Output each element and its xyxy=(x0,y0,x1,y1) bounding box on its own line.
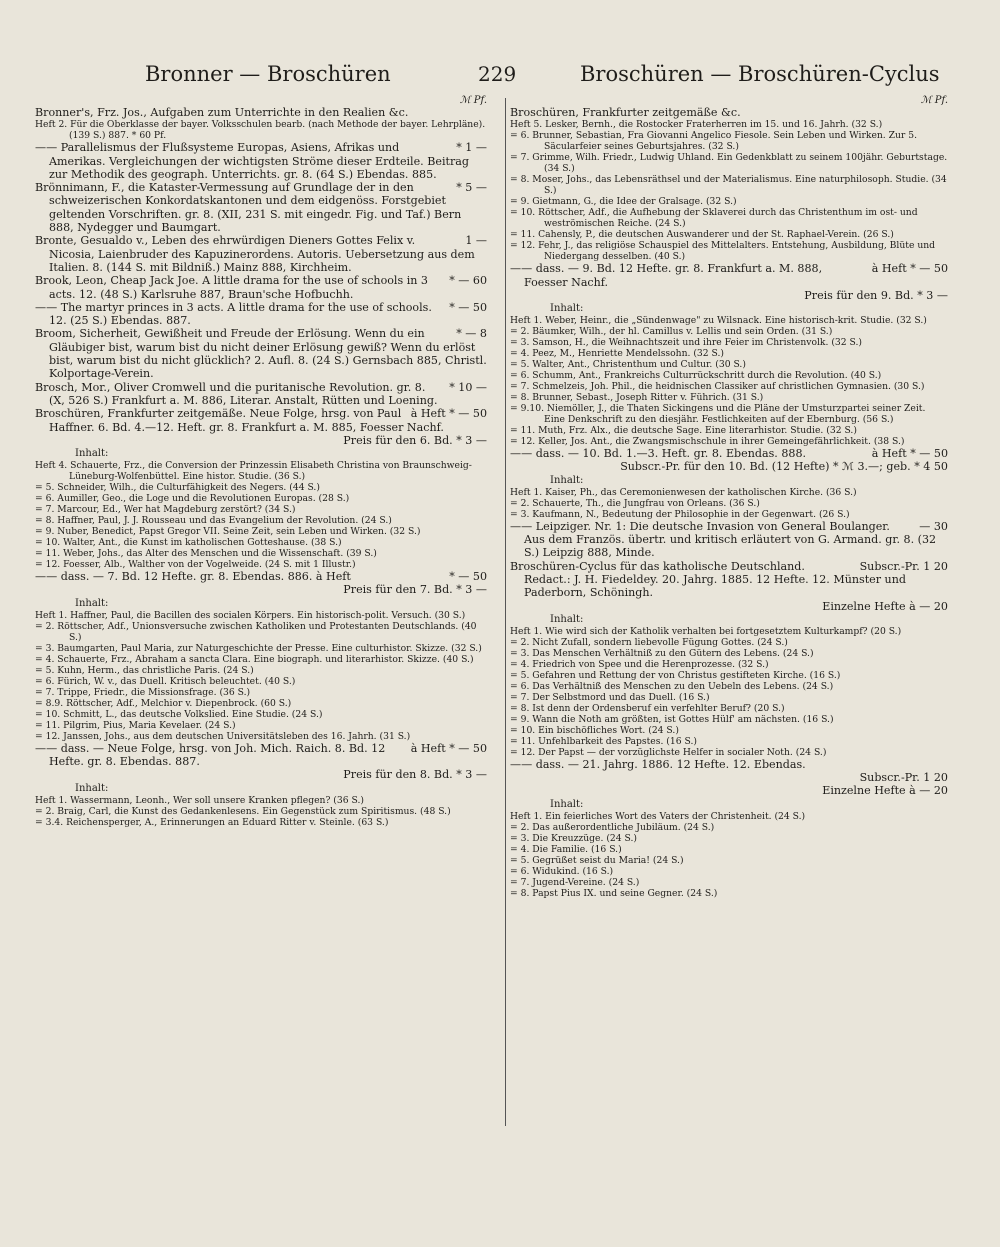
contents-item-text: = 5. Kuhn, Herm., das christliche Paris. (24 S.) xyxy=(35,664,254,676)
contents-item-text: = 12. Foesser, Alb., Walther von der Vogelweide. (24 S. mit 1 Illustr.) xyxy=(35,559,356,571)
contents-item-text: = 6. Widukind. (16 S.) xyxy=(510,865,614,877)
entry-text: —— Leipziger. Nr. 1: Die deutsche Invasion von General Boulanger. Aus dem Französ. übertr. und kritisch erläutert von G. Armand. gr. 8. (32 S.) Leipzig 888, Minde. xyxy=(510,519,937,560)
entry-text: Broom, Sicherheit, Gewißheit und Freude der Erlösung. Wenn du ein Gläubiger bist, warum bist du nicht deiner Erlösung gewiß? Wenn du erlöst bist, warum bist du nicht glücklich? 2. Aufl. 8. (24 S.) Gernsbach 885, Christl. Kolportage-Verein. xyxy=(35,327,487,381)
contents-item xyxy=(35,643,487,654)
contents-item-text: = 12. Der Papst — der vorzüglichste Helfer in socialer Noth. (24 S.) xyxy=(510,746,827,758)
contents-item xyxy=(35,795,487,806)
contents-item-text: = 6. Brunner, Sebastian, Fra Giovanni Angelico Fiesole. Sein Leben und Wirken. Zur 5. Säcularfeier seines Geburtsjahres. (32 S.) xyxy=(510,130,918,153)
currency-label: ℳ Pf. xyxy=(459,95,487,106)
catalog-entry xyxy=(510,447,948,460)
entry-text: Broschüren-Cyclus für das katholische Deutschland. Redact.: J. H. Fiedeldey. 20. Jahrg. 1885. 12 Hefte. 12. Münster und Paderborn, Schöningh. xyxy=(510,559,906,600)
contents-item-text: = 8. Haffner, Paul, J. J. Rousseau und das Evangelium der Revolution. (24 S.) xyxy=(35,515,392,527)
entry-price: * — 8 xyxy=(456,327,487,341)
contents-item xyxy=(510,130,948,152)
contents-item xyxy=(35,654,487,665)
contents-item-text: = 8. Ist denn der Ordensberuf ein verfehlter Beruf? (20 S.) xyxy=(510,702,785,714)
contents-item-text: = 7. Trippe, Friedr., die Missionsfrage. (36 S.) xyxy=(35,686,251,698)
contents-item xyxy=(510,509,948,520)
contents-item-text: Heft 1. Kaiser, Ph., das Ceremonienwesen der katholischen Kirche. (36 S.) xyxy=(510,486,857,498)
contents-item-text: = 11. Pilgrim, Pius, Maria Kevelaer. (24 S.) xyxy=(35,719,236,731)
contents-item-text: Heft 1. Wie wird sich der Katholik verhalten bei fortgesetztem Kulturkampf? (20 S.) xyxy=(510,625,902,637)
contents-item-text: = 2. Bäumker, Wilh., der hl. Camillus v. Lellis und sein Orden. (31 S.) xyxy=(510,326,833,338)
contents-item-text: Heft 1. Haffner, Paul, die Bacillen des socialen Körpers. Ein historisch-polit. Versuch. (30 S.) xyxy=(35,609,466,621)
contents-item xyxy=(35,504,487,515)
contents-item-text: = 11. Weber, Johs., das Alter des Menschen und die Wissenschaft. (39 S.) xyxy=(35,548,377,560)
entry-price: à Heft * — 50 xyxy=(410,407,487,421)
contents-item-text: = 4. Friedrich von Spee und die Herenprozesse. (32 S.) xyxy=(510,658,769,670)
contents-item xyxy=(510,436,948,447)
entry-price: à Heft * — 50 xyxy=(871,262,948,276)
entry-price: * 5 — xyxy=(456,181,487,195)
contents-item xyxy=(35,537,487,548)
contents-item xyxy=(510,681,948,692)
contents-item-text: = 8. Brunner, Sebast., Joseph Ritter v. Führich. (31 S.) xyxy=(510,392,764,404)
contents-item-text: = 7. Marcour, Ed., Wer hat Magdeburg zerstört? (34 S.) xyxy=(35,504,296,516)
contents-item-text: = 5. Walter, Ant., Christenthum und Cultur. (30 S.) xyxy=(510,359,746,371)
contents-item xyxy=(510,337,948,348)
contents-heading: Inhalt: xyxy=(550,474,584,486)
entry-text: Broschüren, Frankfurter zeitgemäße &c. xyxy=(510,106,741,119)
entry-text: Bronner's, Frz. Jos., Aufgaben zum Unterrichte in den Realien &c. xyxy=(35,106,409,119)
contents-item-text: = 3. Das Menschen Verhältniß zu den Gütern des Lebens. (24 S.) xyxy=(510,647,814,659)
contents-item-text: = 9. Wann die Noth am größten, ist Gottes Hülf' am nächsten. (16 S.) xyxy=(510,713,834,725)
contents-item xyxy=(35,610,487,621)
price-line: Einzelne Hefte à — 20 xyxy=(822,599,948,613)
contents-item xyxy=(510,844,948,855)
contents-item xyxy=(510,240,948,262)
column-divider xyxy=(505,98,506,1126)
contents-item xyxy=(510,207,948,229)
price-line: Preis für den 6. Bd. * 3 — xyxy=(343,433,487,447)
contents-item xyxy=(510,822,948,833)
contents-item xyxy=(510,637,948,648)
price-line: Subscr.-Pr. für den 10. Bd. (12 Hefte) * ℳ 3.—; geb. * 4 50 xyxy=(620,460,948,474)
contents-item-text: = 6. Aumiller, Geo., die Loge und die Revolutionen Europas. (28 S.) xyxy=(35,493,350,505)
contents-item-text: = 11. Cahensly, P., die deutschen Auswanderer und der St. Raphael-Verein. (26 S.) xyxy=(510,229,894,241)
contents-item xyxy=(35,687,487,698)
catalog-entry xyxy=(35,407,487,434)
contents-heading: Inhalt: xyxy=(75,597,109,609)
contents-heading: Inhalt: xyxy=(75,782,109,794)
contents-item-text: = 4. Peez, M., Henriette Mendelssohn. (32 S.) xyxy=(510,348,724,360)
contents-item-text: = 7. Schmelzeis, Joh. Phil., die heidnischen Classiker auf christlichen Gymnasien. (30 S.) xyxy=(510,381,925,393)
contents-item xyxy=(35,806,487,817)
entry-text: —— dass. — 10. Bd. 1.—3. Heft. gr. 8. Ebendas. 888. xyxy=(510,447,807,461)
contents-item xyxy=(510,659,948,670)
contents-item xyxy=(510,866,948,877)
price-line: Preis für den 8. Bd. * 3 — xyxy=(343,768,487,782)
entry-price: * — 50 xyxy=(449,300,487,314)
entry-text: Brook, Leon, Cheap Jack Joe. A little drama for the use of schools in 3 acts. 12. (48 S.) Karlsruhe 887, Braun'sche Hofbuchh. xyxy=(35,274,428,301)
contents-item xyxy=(35,709,487,720)
contents-item xyxy=(510,229,948,240)
contents-item xyxy=(35,731,487,742)
contents-item-text: = 8. Papst Pius IX. und seine Gegner. (24 S.) xyxy=(510,887,718,899)
contents-item xyxy=(510,326,948,337)
entry-price: à Heft * — 50 xyxy=(871,447,948,461)
contents-item-text: = 10. Walter, Ant., die Kunst im katholischen Gotteshause. (38 S.) xyxy=(35,537,342,549)
contents-item xyxy=(35,817,487,828)
contents-heading: Inhalt: xyxy=(75,448,109,460)
contents-item xyxy=(510,348,948,359)
contents-item xyxy=(510,196,948,207)
contents-item xyxy=(510,833,948,844)
contents-item-text: = 5. Schneider, Wilh., die Culturfähigkeit des Negers. (44 S.) xyxy=(35,482,320,494)
catalog-entry xyxy=(510,262,948,289)
catalog-entry xyxy=(510,560,948,600)
catalog-entry xyxy=(35,381,487,408)
contents-item-text: = 3. Samson, H., die Weihnachtszeit und ihre Feier im Christenvolk. (32 S.) xyxy=(510,337,863,349)
contents-item-text: = 9.10. Niemöller, J., die Thaten Sickingens und die Pläne der Umsturzpartei seiner Zeit. Eine Denkschrift zu den diesjähr. Festlichkeiten auf der Ebernburg. (56 S.) xyxy=(510,403,926,426)
entry-price: Subscr.-Pr. 1 20 xyxy=(859,559,948,573)
price-line: Preis für den 7. Bd. * 3 — xyxy=(343,583,487,597)
contents-item xyxy=(510,877,948,888)
contents-item-text: = 10. Ein bischöfliches Wort. (24 S.) xyxy=(510,724,679,736)
entry-text: —— dass. — 9. Bd. 12 Hefte. gr. 8. Frankfurt a. M. 888, Foesser Nachf. xyxy=(510,262,823,289)
contents-item-text: Heft 2. Für die Oberklasse der bayer. Volksschulen bearb. (nach Methode der bayer. Lehrpläne). (139 S.) 887. * 60 Pf. xyxy=(35,119,486,142)
catalog-entry xyxy=(510,758,948,771)
entry-price: * 10 — xyxy=(449,380,487,394)
contents-item-text: = 12. Janssen, Johs., aus dem deutschen Universitätsleben des 16. Jahrh. (31 S.) xyxy=(35,730,411,742)
contents-item xyxy=(35,548,487,559)
contents-item xyxy=(510,714,948,725)
entry-price: — 30 xyxy=(919,519,948,533)
contents-item-text: = 4. Die Familie. (16 S.) xyxy=(510,843,622,855)
contents-item xyxy=(35,720,487,731)
catalog-entry xyxy=(35,181,487,234)
contents-item xyxy=(510,119,948,130)
contents-item xyxy=(510,626,948,637)
entry-text: —— dass. — 7. Bd. 12 Hefte. gr. 8. Ebendas. 886. à Heft xyxy=(35,570,351,584)
entry-text: —— dass. — 21. Jahrg. 1886. 12 Hefte. 12. Ebendas. xyxy=(510,757,806,771)
catalog-entry xyxy=(510,106,948,119)
catalog-entry xyxy=(35,274,487,301)
contents-item-text: = 4. Schauerte, Frz., Abraham a sancta Clara. Eine biograph. und literarhistor. Skizze. (40 S.) xyxy=(35,653,474,665)
contents-item-text: Heft 1. Weber, Heinr., die „Sündenwage" zu Wilsnack. Eine historisch-krit. Studie. (32 S.) xyxy=(510,315,927,327)
contents-item-text: Heft 1. Ein feierliches Wort des Vaters der Christenheit. (24 S.) xyxy=(510,810,806,822)
contents-item xyxy=(510,487,948,498)
entry-price: * 1 — xyxy=(456,141,487,155)
contents-item-text: = 12. Fehr, J., das religiöse Schauspiel des Mittelalters. Entstehung, Ausbildung, Blüte und Niedergang desselben. (40 S.) xyxy=(510,240,936,263)
right-entry-list xyxy=(510,106,948,899)
catalog-entry xyxy=(35,234,487,274)
contents-item xyxy=(35,119,487,141)
entry-text: Bronte, Gesualdo v., Leben des ehrwürdigen Dieners Gottes Felix v. Nicosia, Laienbruder des Kapuzinerordens. Autoris. Uebersetzung aus dem Italien. 8. (144 S. mit Bildniß.) Mainz 888, Kirchheim. xyxy=(35,234,475,274)
contents-item xyxy=(510,811,948,822)
catalog-entry xyxy=(35,301,487,328)
contents-item-text: = 11. Unfehlbarkeit des Papstes. (16 S.) xyxy=(510,735,697,747)
contents-item-text: = 3.4. Reichensperger, A., Erinnerungen an Eduard Ritter v. Steinle. (63 S.) xyxy=(35,816,389,828)
contents-item xyxy=(510,747,948,758)
contents-item xyxy=(510,315,948,326)
contents-item-text: = 2. Schauerte, Th., die Jungfrau von Orleans. (36 S.) xyxy=(510,497,760,509)
contents-item-text: = 7. Jugend-Vereine. (24 S.) xyxy=(510,876,640,888)
contents-heading: Inhalt: xyxy=(550,303,584,315)
contents-item-text: = 11. Muth, Frz. Alx., die deutsche Sage. Eine literarhistor. Studie. (32 S.) xyxy=(510,425,857,437)
entry-text: —— Parallelismus der Flußsysteme Europas, Asiens, Afrikas und Amerikas. Vergleichungen der wichtigsten Ströme dieser Erdteile. Beitrag zur Methodik des geograph. Unterrichts. gr. 8. (64 S.) Ebendas. 885. xyxy=(35,141,469,181)
contents-item xyxy=(510,425,948,436)
contents-item xyxy=(510,392,948,403)
contents-item xyxy=(510,152,948,174)
contents-item xyxy=(510,725,948,736)
entry-price: 1 — xyxy=(465,234,487,248)
catalog-entry xyxy=(35,570,487,583)
catalog-entry xyxy=(35,742,487,769)
contents-item-text: = 2. Braig, Carl, die Kunst des Gedankenlesens. Ein Gegenstück zum Spiritismus. (48 S.) xyxy=(35,805,451,817)
entry-price: * — 50 xyxy=(449,570,487,584)
currency-label: ℳ Pf. xyxy=(920,95,948,106)
contents-item-text: = 2. Röttscher, Adf., Unionsversuche zwischen Katholiken und Protestanten Deutschlands. (40 S.) xyxy=(35,620,477,643)
contents-item-text: Heft 1. Wassermann, Leonh., Wer soll unsere Kranken pflegen? (36 S.) xyxy=(35,794,364,806)
contents-item-text: = 2. Nicht Zufall, sondern liebevolle Fügung Gottes. (24 S.) xyxy=(510,636,788,648)
contents-item-text: = 6. Fürich, W. v., das Duell. Kritisch beleuchtet. (40 S.) xyxy=(35,675,296,687)
contents-heading: Inhalt: xyxy=(550,613,584,625)
entry-text: —— The martyr princes in 3 acts. A little drama for the use of schools. 12. (25 S.) Ebendas. 887. xyxy=(35,300,432,328)
contents-item xyxy=(510,403,948,425)
contents-item xyxy=(510,703,948,714)
contents-item-text: = 10. Röttscher, Adf., die Aufhebung der Sklaverei durch das Christenthum im ost- und weströmischen Reiche. (24 S.) xyxy=(510,207,918,230)
contents-item-text: Heft 5. Lesker, Bernh., die Rostocker Fraterherren im 15. und 16. Jahrh. (32 S.) xyxy=(510,119,883,131)
contents-item xyxy=(35,482,487,493)
contents-item xyxy=(510,359,948,370)
entry-price: * — 60 xyxy=(449,274,487,288)
contents-item-text: = 8. Moser, Johs., das Lebensräthsel und der Materialismus. Eine naturphilosoph. Studie. (34 S.) xyxy=(510,174,947,197)
contents-item-text: = 3. Baumgarten, Paul Maria, zur Naturgeschichte der Presse. Eine culturhistor. Skizze. (32 S.) xyxy=(35,642,482,654)
contents-item xyxy=(35,665,487,676)
catalog-entry xyxy=(510,520,948,560)
contents-item-text: = 6. Das Verhältniß des Menschen zu den Uebeln des Lebens. (24 S.) xyxy=(510,680,834,692)
entry-text: Brosch, Mor., Oliver Cromwell und die puritanische Revolution. gr. 8. (X, 526 S.) Frankfurt a. M. 886, Literar. Anstalt, Rütten und Loening. xyxy=(35,380,438,407)
contents-item xyxy=(510,381,948,392)
contents-item-text: = 3. Die Kreuzzüge. (24 S.) xyxy=(510,832,638,844)
page-number: 229 xyxy=(478,62,517,86)
contents-item xyxy=(510,648,948,659)
contents-item xyxy=(510,692,948,703)
contents-item-text: = 7. Grimme, Wilh. Friedr., Ludwig Uhland. Ein Gedenkblatt zu seinem 100jähr. Geburtstage. (34 S.) xyxy=(510,152,948,175)
contents-item xyxy=(35,526,487,537)
contents-item-text: = 3. Kaufmann, N., Bedeutung der Philosophie in der Gegenwart. (26 S.) xyxy=(510,508,850,520)
contents-item-text: = 5. Gefahren und Rettung der von Christus gestifteten Kirche. (16 S.) xyxy=(510,669,841,681)
entry-price: à Heft * — 50 xyxy=(410,741,487,755)
contents-item xyxy=(35,676,487,687)
contents-item-text: = 12. Keller, Jos. Ant., die Zwangsmischschule in ihrer Gemeingefährlichkeit. (38 S.) xyxy=(510,436,905,448)
contents-item xyxy=(510,736,948,747)
contents-item xyxy=(35,559,487,570)
left-entry-list xyxy=(35,106,487,828)
price-line: Einzelne Hefte à — 20 xyxy=(822,784,948,798)
contents-item xyxy=(35,493,487,504)
catalog-entry xyxy=(35,106,487,119)
contents-item xyxy=(35,460,487,482)
contents-item-text: = 5. Gegrüßet seist du Maria! (24 S.) xyxy=(510,854,684,866)
contents-item xyxy=(510,174,948,196)
contents-item-text: = 9. Gietmann, G., die Idee der Gralsage. (32 S.) xyxy=(510,196,737,208)
running-header-left: Bronner — Broschüren xyxy=(145,62,391,86)
contents-item-text: = 2. Das außerordentliche Jubiläum. (24 S.) xyxy=(510,821,715,833)
contents-item xyxy=(510,498,948,509)
left-column xyxy=(35,96,487,828)
contents-heading: Inhalt: xyxy=(550,798,584,810)
contents-item xyxy=(35,515,487,526)
contents-item-text: Heft 4. Schauerte, Frz., die Conversion der Prinzessin Elisabeth Christina von Braunschweig-Lüneburg-Wolfenbüttel. Eine histor. Studie. (36 S.) xyxy=(35,460,472,483)
contents-item-text: = 9. Nuber, Benedict, Papst Gregor VII. Seine Zeit, sein Leben und Wirken. (32 S.) xyxy=(35,526,421,538)
contents-item-text: = 6. Schumm, Ant., Frankreichs Culturrückschritt durch die Revolution. (40 S.) xyxy=(510,370,882,382)
contents-item xyxy=(510,670,948,681)
right-column xyxy=(510,96,948,899)
catalog-entry xyxy=(35,141,487,181)
entry-text: —— dass. — Neue Folge, hrsg. von Joh. Mich. Raich. 8. Bd. 12 Hefte. gr. 8. Ebendas. 887. xyxy=(35,741,386,769)
contents-item-text: = 7. Der Selbstmord und das Duell. (16 S.) xyxy=(510,691,710,703)
catalog-entry xyxy=(35,327,487,380)
contents-item xyxy=(510,855,948,866)
contents-item xyxy=(35,698,487,709)
contents-item xyxy=(510,888,948,899)
entry-text: Brönnimann, F., die Kataster-Vermessung auf Grundlage der in den schweizerischen Konkordatskantonen und dem eidgenöss. Forstgebiet geltenden Vorschriften. gr. 8. (XII, 231 S. mit eingedr. Fig. und Taf.) Bern 888, Nydegger und Baumgart. xyxy=(35,181,462,235)
contents-item-text: = 8.9. Röttscher, Adf., Melchior v. Diepenbrock. (60 S.) xyxy=(35,697,292,709)
contents-item-text: = 10. Schmitt, L., das deutsche Volkslied. Eine Studie. (24 S.) xyxy=(35,708,323,720)
entry-text: Broschüren, Frankfurter zeitgemäße. Neue Folge, hrsg. von Paul Haffner. 6. Bd. 4.—12. Heft. gr. 8. Frankfurt a. M. 885, Foesser Nachf. xyxy=(35,407,444,434)
running-header-right: Broschüren — Broschüren-Cyclus xyxy=(580,62,940,86)
price-line: Preis für den 9. Bd. * 3 — xyxy=(804,288,948,302)
contents-item xyxy=(510,370,948,381)
price-line: Subscr.-Pr. 1 20 xyxy=(859,771,948,785)
contents-item xyxy=(35,621,487,643)
